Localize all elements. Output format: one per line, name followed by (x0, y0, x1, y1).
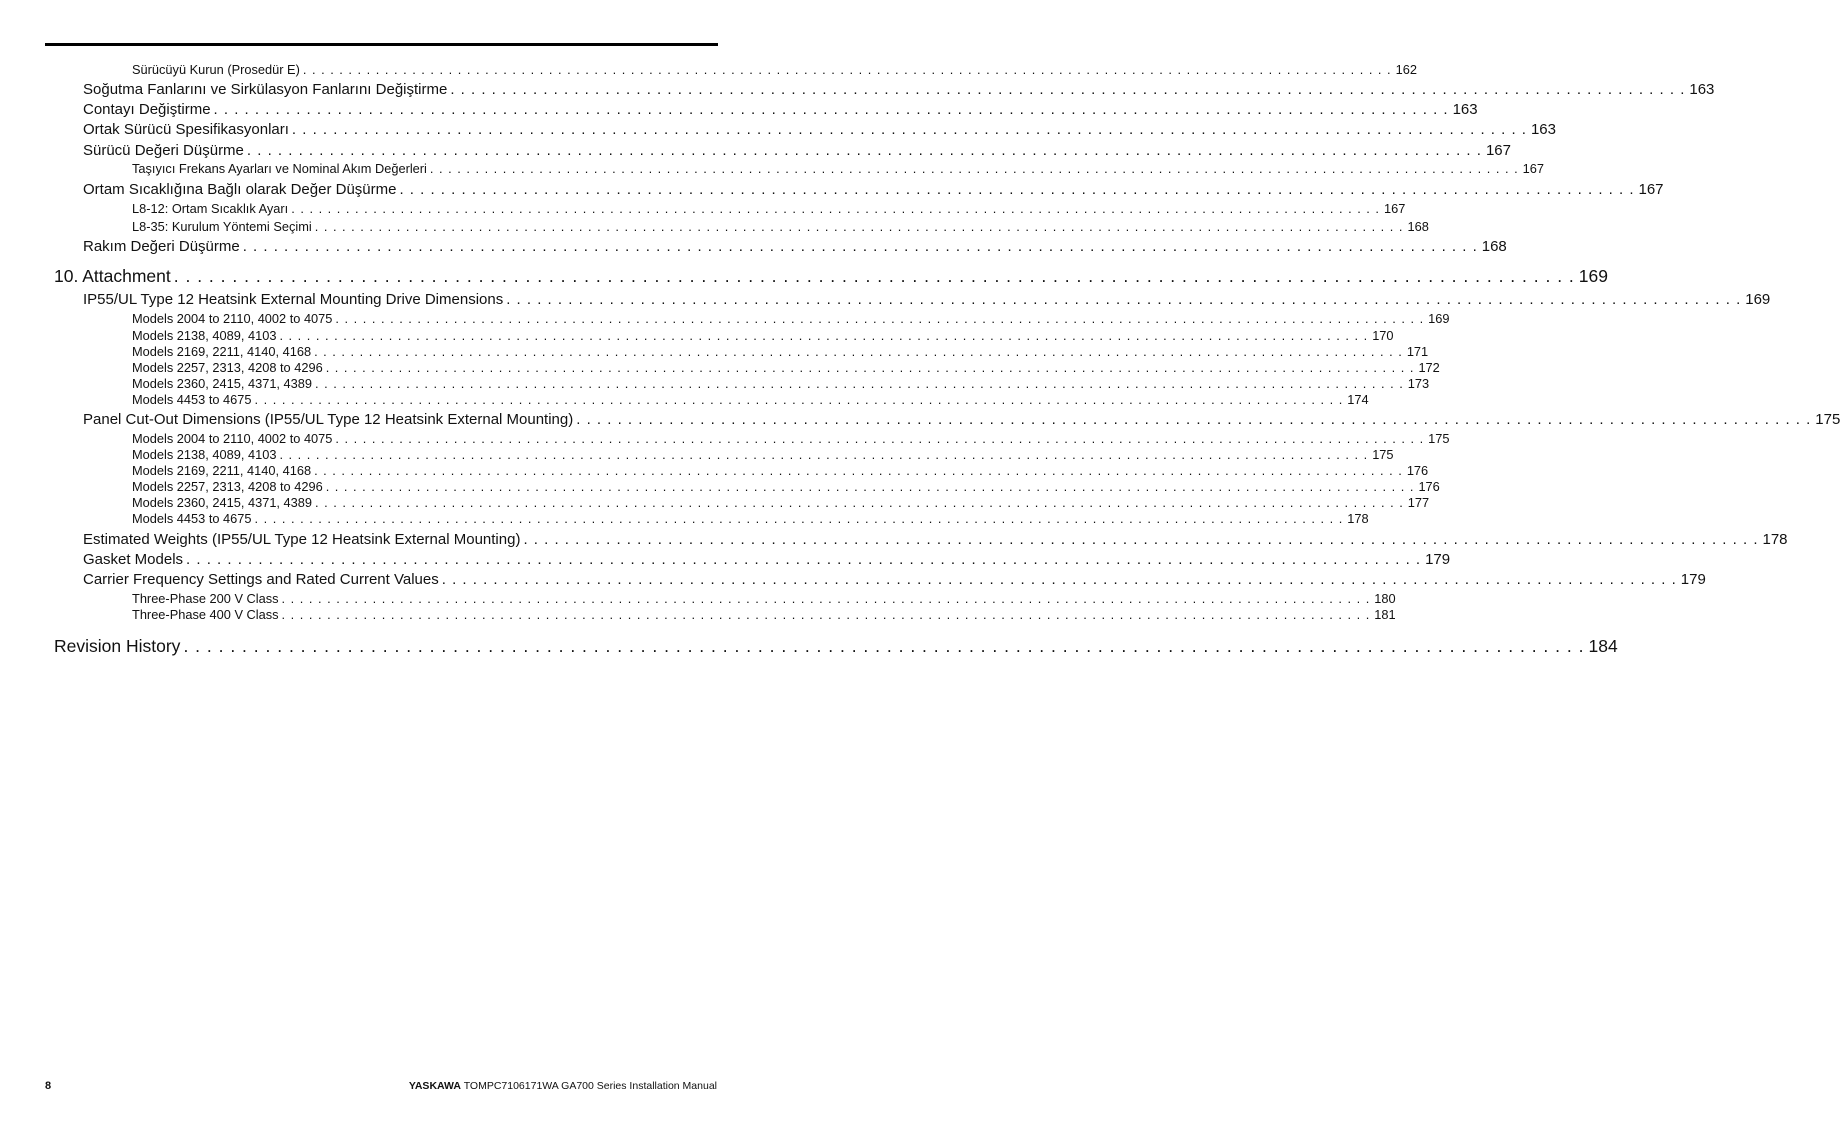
toc-entry-page: 163 (1530, 121, 1556, 138)
toc-entry[interactable] (83, 551, 1451, 568)
toc-entry-page: 162 (1395, 62, 1417, 77)
toc-entry-title: Carrier Frequency Settings and Rated Current Values (83, 571, 439, 588)
toc-leader-dots: . . . . . . . . . . . . . . . . . . . . . . . . . . . . . . . . . . . . . . . . . . . . . . . . . . . . . . . . . . . . . . . . . . . . . . . . . . . . . . . . . . . . . . . . . . . . . . . . . . . . . . . . . . . . . . . . . . . . . . . . (335, 431, 1425, 446)
toc-leader-dots: . . . . . . . . . . . . . . . . . . . . . . . . . . . . . . . . . . . . . . . . . . . . . . . . . . . . . . . . . . . . . . . . . . . . . . . . . . . . . . . . . . . . . . . . . . . . . . . . . . . . . . . . . . . . . . . . . . . . . . . . (314, 463, 1403, 478)
toc-entry-title: L8-35: Kurulum Yöntemi Seçimi (132, 219, 312, 234)
toc-leader-dots: . . . . . . . . . . . . . . . . . . . . . . . . . . . . . . . . . . . . . . . . . . . . . . . . . . . . . . . . . . . . . . . . . . . . . . . . . . . . . . . . . . . . . . . . . . . . . . . . . . . . . . . . . . . . . . . . . . . . . . . . (506, 291, 1742, 308)
toc-entry-title: Models 2004 to 2110, 4002 to 4075 (132, 311, 333, 326)
toc-entry[interactable] (83, 121, 1556, 138)
toc-entry-page: 169 (1578, 266, 1608, 286)
toc-entry-page: 175 (1815, 411, 1840, 428)
toc-entry[interactable] (54, 636, 1618, 657)
toc-entry-title: Estimated Weights (IP55/UL Type 12 Heatsink External Mounting) (83, 531, 521, 548)
toc-entry[interactable] (132, 447, 1394, 462)
toc-leader-dots: . . . . . . . . . . . . . . . . . . . . . . . . . . . . . . . . . . . . . . . . . . . . . . . . . . . . . . . . . . . . . . . . . . . . . . . . . . . . . . . . . . . . . . . . . . . . . . . . . . . . . . . . . . . . . . . . . . . . . . . . (279, 328, 1369, 343)
toc-leader-dots: . . . . . . . . . . . . . . . . . . . . . . . . . . . . . . . . . . . . . . . . . . . . . . . . . . . . . . . . . . . . . . . . . . . . . . . . . . . . . . . . . . . . . . . . . . . . . . . . . . . . . . . . . . . . . . . . . . . . . . . . (254, 392, 1344, 407)
toc-leader-dots: . . . . . . . . . . . . . . . . . . . . . . . . . . . . . . . . . . . . . . . . . . . . . . . . . . . . . . . . . . . . . . . . . . . . . . . . . . . . . . . . . . . . . . . . . . . . . . . . . . . . . . . . . . . . . . . . . . . . . . . . (314, 344, 1403, 359)
toc-entry[interactable] (132, 591, 1396, 606)
toc-entry-page: 168 (1481, 238, 1507, 255)
toc-entry[interactable] (132, 62, 1417, 77)
toc-entry-title: Models 2004 to 2110, 4002 to 4075 (132, 431, 333, 446)
toc-entry[interactable] (132, 360, 1440, 375)
toc-entry-page: 167 (1485, 142, 1511, 159)
toc-leader-dots: . . . . . . . . . . . . . . . . . . . . . . . . . . . . . . . . . . . . . . . . . . . . . . . . . . . . . . . . . . . . . . . . . . . . . . . . . . . . . . . . . . . . . . . . . . . . . . . . . . . . . . . . . . . . . . . . . . . . . . . . (576, 411, 1812, 428)
toc-entry[interactable] (132, 479, 1440, 494)
toc-entry-page: 174 (1347, 392, 1369, 407)
toc-entry-page: 173 (1407, 376, 1430, 391)
toc-entry-page: 171 (1406, 344, 1429, 359)
toc-entry-page: 167 (1383, 201, 1406, 216)
toc-entry-title: Ortak Sürücü Spesifikasyonları (83, 121, 289, 138)
toc-leader-dots: . . . . . . . . . . . . . . . . . . . . . . . . . . . . . . . . . . . . . . . . . . . . . . . . . . . . . . . . . . . . . . . . . . . . . . . . . . . . . . . . . . . . . . . . . . . . . . . . . . . . . . . . . . . . . . . . . . . . . . . . (246, 142, 1482, 159)
toc-entry-title: Models 2138, 4089, 4103 (132, 328, 277, 343)
toc-entry-title: Contayı Değiştirme (83, 101, 211, 118)
toc-entry-title: 10. Attachment (54, 266, 171, 286)
toc-leader-dots: . . . . . . . . . . . . . . . . . . . . . . . . . . . . . . . . . . . . . . . . . . . . . . . . . . . . . . . . . . . . . . . . . . . . . . . . . . . . . . . . . . . . . . . . . . . . . . . . . . . . . . . . . . . . . . . . . . . . . . . . (315, 495, 1404, 510)
toc-entry-page: 172 (1418, 360, 1440, 375)
header-rule (45, 43, 718, 46)
toc-leader-dots: . . . . . . . . . . . . . . . . . . . . . . . . . . . . . . . . . . . . . . . . . . . . . . . . . . . . . . . . . . . . . . . . . . . . . . . . . . . . . . . . . . . . . . . . . . . . . . . . . . . . . . . . . . . . . . . . . . . . . . . . (302, 62, 1392, 77)
toc-entry-page: 167 (1522, 161, 1545, 176)
toc-leader-dots: . . . . . . . . . . . . . . . . . . . . . . . . . . . . . . . . . . . . . . . . . . . . . . . . . . . . . . . . . . . . . . . . . . . . . . . . . . . . . . . . . . . . . . . . . . . . . . . . . . . . . . . . . . . . . . . . . . . . . . . . (335, 311, 1425, 326)
toc-entry-title: Models 2360, 2415, 4371, 4389 (132, 376, 313, 391)
toc-leader-dots: . . . . . . . . . . . . . . . . . . . . . . . . . . . . . . . . . . . . . . . . . . . . . . . . . . . . . . . . . . . . . . . . . . . . . . . . . . . . . . . . . . . . . . . . . . . . . . . . . . . . . . . . . . . . . . . . . . . . . . . . (186, 551, 1422, 568)
toc-leader-dots: . . . . . . . . . . . . . . . . . . . . . . . . . . . . . . . . . . . . . . . . . . . . . . . . . . . . . . . . . . . . . . . . . . . . . . . . . . . . . . . . . . . . . . . . . . . . . . . . . . . . . . . . . . . . . . . . . . . . . . . . (291, 121, 1527, 138)
toc-entry-title: Models 4453 to 4675 (132, 392, 252, 407)
toc-leader-dots: . . . . . . . . . . . . . . . . . . . . . . . . . . . . . . . . . . . . . . . . . . . . . . . . . . . . . . . . . . . . . . . . . . . . . . . . . . . . . . . . . . . . . . . . . . . . . . . . . . . . . . . . . . . . . . . . . . . . . . . . (315, 376, 1404, 391)
toc-entry-title: Models 2169, 2211, 4140, 4168 (132, 344, 312, 359)
toc-entry[interactable] (132, 219, 1429, 234)
toc-entry-page: 169 (1745, 291, 1771, 308)
toc-entry-page: 170 (1372, 328, 1394, 343)
toc-entry[interactable] (83, 531, 1788, 548)
toc-entry[interactable] (132, 376, 1430, 391)
toc-entry-title: Models 2138, 4089, 4103 (132, 447, 277, 462)
toc-leader-dots: . . . . . . . . . . . . . . . . . . . . . . . . . . . . . . . . . . . . . . . . . . . . . . . . . . . . . . . . . . . . . . . . . . . . . . . . . . . . . . . . . . . . . . . . . . . . . . . . . . . . . . . . . . . . . . . . . . . . . . . . (173, 266, 1575, 286)
toc-entry-page: 179 (1680, 571, 1706, 588)
footer-manual-title (409, 1080, 717, 1092)
toc-entry-page: 181 (1374, 607, 1396, 622)
toc-entry-title: Three-Phase 400 V Class (132, 607, 279, 622)
toc-entry[interactable] (132, 328, 1394, 343)
toc-entry-page: 175 (1372, 447, 1394, 462)
toc-entry-title: Soğutma Fanlarını ve Sirkülasyon Fanlarını Değiştirme (83, 81, 448, 98)
toc-entry-page: 167 (1638, 181, 1664, 198)
toc-leader-dots: . . . . . . . . . . . . . . . . . . . . . . . . . . . . . . . . . . . . . . . . . . . . . . . . . . . . . . . . . . . . . . . . . . . . . . . . . . . . . . . . . . . . . . . . . . . . . . . . . . . . . . . . . . . . . . . . . . . . . . . . (281, 591, 1371, 606)
toc-entry[interactable] (83, 101, 1478, 118)
toc-entry-title: Gasket Models (83, 551, 184, 568)
toc-entry-title: Sürücü Değeri Düşürme (83, 142, 244, 159)
toc-entry[interactable] (132, 463, 1429, 478)
toc-entry-page: 178 (1762, 531, 1788, 548)
toc-entry-title: Models 2169, 2211, 4140, 4168 (132, 463, 312, 478)
toc-entry-page: 169 (1428, 311, 1450, 326)
toc-entry-page: 178 (1347, 511, 1369, 526)
toc-entry-title: Rakım Değeri Düşürme (83, 238, 240, 255)
toc-entry-page: 179 (1425, 551, 1451, 568)
toc-leader-dots: . . . . . . . . . . . . . . . . . . . . . . . . . . . . . . . . . . . . . . . . . . . . . . . . . . . . . . . . . . . . . . . . . . . . . . . . . . . . . . . . . . . . . . . . . . . . . . . . . . . . . . . . . . . . . . . . . . . . . . . . (523, 531, 1759, 548)
toc-entry[interactable] (132, 511, 1369, 526)
toc-entry[interactable] (83, 238, 1507, 255)
toc-entry[interactable] (83, 411, 1840, 428)
toc-leader-dots: . . . . . . . . . . . . . . . . . . . . . . . . . . . . . . . . . . . . . . . . . . . . . . . . . . . . . . . . . . . . . . . . . . . . . . . . . . . . . . . . . . . . . . . . . . . . . . . . . . . . . . . . . . . . . . . . . . . . . . . . (399, 181, 1635, 198)
toc-entry[interactable] (132, 431, 1450, 446)
toc-entry-page: 163 (1689, 81, 1715, 98)
toc-entry-title: Models 2257, 2313, 4208 to 4296 (132, 479, 323, 494)
toc-entry[interactable] (83, 181, 1664, 198)
toc-leader-dots: . . . . . . . . . . . . . . . . . . . . . . . . . . . . . . . . . . . . . . . . . . . . . . . . . . . . . . . . . . . . . . . . . . . . . . . . . . . . . . . . . . . . . . . . . . . . . . . . . . . . . . . . . . . . . . . . . . . . . . . . (254, 511, 1344, 526)
toc-entry-title: Taşıyıcı Frekans Ayarları ve Nominal Akım Değerleri (132, 161, 427, 176)
toc-entry[interactable] (132, 495, 1430, 510)
toc-entry[interactable] (83, 142, 1511, 159)
toc-entry-title: Models 2360, 2415, 4371, 4389 (132, 495, 313, 510)
toc-entry-page: 176 (1418, 479, 1440, 494)
toc-entry-page: 168 (1407, 219, 1429, 234)
toc-entry-page: 163 (1452, 101, 1478, 118)
toc-entry-title: Revision History (54, 636, 181, 656)
toc-entry[interactable] (83, 291, 1771, 308)
toc-entry-title: Three-Phase 200 V Class (132, 591, 279, 606)
toc-entry-title: IP55/UL Type 12 Heatsink External Mounting Drive Dimensions (83, 291, 504, 308)
toc-leader-dots: . . . . . . . . . . . . . . . . . . . . . . . . . . . . . . . . . . . . . . . . . . . . . . . . . . . . . . . . . . . . . . . . . . . . . . . . . . . . . . . . . . . . . . . . . . . . . . . . . . . . . . . . . . . . . . . . . . . . . . . . (281, 607, 1371, 622)
toc-entry[interactable] (132, 607, 1396, 622)
toc-entry-page: 180 (1374, 591, 1396, 606)
toc-leader-dots: . . . . . . . . . . . . . . . . . . . . . . . . . . . . . . . . . . . . . . . . . . . . . . . . . . . . . . . . . . . . . . . . . . . . . . . . . . . . . . . . . . . . . . . . . . . . . . . . . . . . . . . . . . . . . . . . . . . . . . . . (441, 571, 1677, 588)
footer-brand: YASKAWA (408, 1080, 461, 1092)
page-number: 8 (45, 1080, 52, 1092)
toc-entry-title: L8-12: Ortam Sıcaklık Ayarı (132, 201, 289, 216)
toc-leader-dots: . . . . . . . . . . . . . . . . . . . . . . . . . . . . . . . . . . . . . . . . . . . . . . . . . . . . . . . . . . . . . . . . . . . . . . . . . . . . . . . . . . . . . . . . . . . . . . . . . . . . . . . . . . . . . . . . . . . . . . . . (325, 479, 1415, 494)
toc-entry[interactable] (132, 161, 1545, 176)
footer-manual-name: TOMPC7106171WA GA700 Series Installation Manual (463, 1080, 717, 1092)
toc-entry-title: Panel Cut-Out Dimensions (IP55/UL Type 12 Heatsink External Mounting) (83, 411, 574, 428)
toc-entry-page: 177 (1407, 495, 1430, 510)
toc-entry[interactable] (132, 392, 1369, 407)
toc-leader-dots: . . . . . . . . . . . . . . . . . . . . . . . . . . . . . . . . . . . . . . . . . . . . . . . . . . . . . . . . . . . . . . . . . . . . . . . . . . . . . . . . . . . . . . . . . . . . . . . . . . . . . . . . . . . . . . . . . . . . . . . . (183, 636, 1585, 656)
toc-leader-dots: . . . . . . . . . . . . . . . . . . . . . . . . . . . . . . . . . . . . . . . . . . . . . . . . . . . . . . . . . . . . . . . . . . . . . . . . . . . . . . . . . . . . . . . . . . . . . . . . . . . . . . . . . . . . . . . . . . . . . . . . (429, 161, 1519, 176)
toc-entry[interactable] (132, 344, 1429, 359)
toc-entry-page: 176 (1406, 463, 1429, 478)
toc-leader-dots: . . . . . . . . . . . . . . . . . . . . . . . . . . . . . . . . . . . . . . . . . . . . . . . . . . . . . . . . . . . . . . . . . . . . . . . . . . . . . . . . . . . . . . . . . . . . . . . . . . . . . . . . . . . . . . . . . . . . . . . . (314, 219, 1404, 234)
toc-leader-dots: . . . . . . . . . . . . . . . . . . . . . . . . . . . . . . . . . . . . . . . . . . . . . . . . . . . . . . . . . . . . . . . . . . . . . . . . . . . . . . . . . . . . . . . . . . . . . . . . . . . . . . . . . . . . . . . . . . . . . . . . (242, 238, 1478, 255)
toc-entry[interactable] (83, 571, 1706, 588)
toc-leader-dots: . . . . . . . . . . . . . . . . . . . . . . . . . . . . . . . . . . . . . . . . . . . . . . . . . . . . . . . . . . . . . . . . . . . . . . . . . . . . . . . . . . . . . . . . . . . . . . . . . . . . . . . . . . . . . . . . . . . . . . . . (450, 81, 1686, 98)
toc-leader-dots: . . . . . . . . . . . . . . . . . . . . . . . . . . . . . . . . . . . . . . . . . . . . . . . . . . . . . . . . . . . . . . . . . . . . . . . . . . . . . . . . . . . . . . . . . . . . . . . . . . . . . . . . . . . . . . . . . . . . . . . . (291, 201, 1380, 216)
toc-leader-dots: . . . . . . . . . . . . . . . . . . . . . . . . . . . . . . . . . . . . . . . . . . . . . . . . . . . . . . . . . . . . . . . . . . . . . . . . . . . . . . . . . . . . . . . . . . . . . . . . . . . . . . . . . . . . . . . . . . . . . . . . (279, 447, 1369, 462)
toc-entry-title: Models 4453 to 4675 (132, 511, 252, 526)
toc-entry[interactable] (83, 81, 1715, 98)
toc-leader-dots: . . . . . . . . . . . . . . . . . . . . . . . . . . . . . . . . . . . . . . . . . . . . . . . . . . . . . . . . . . . . . . . . . . . . . . . . . . . . . . . . . . . . . . . . . . . . . . . . . . . . . . . . . . . . . . . . . . . . . . . . (325, 360, 1415, 375)
toc-entry-page: 184 (1588, 636, 1618, 656)
toc-leader-dots: . . . . . . . . . . . . . . . . . . . . . . . . . . . . . . . . . . . . . . . . . . . . . . . . . . . . . . . . . . . . . . . . . . . . . . . . . . . . . . . . . . . . . . . . . . . . . . . . . . . . . . . . . . . . . . . . . . . . . . . . (213, 101, 1449, 118)
toc-entry-title: Models 2257, 2313, 4208 to 4296 (132, 360, 323, 375)
toc-entry[interactable] (132, 201, 1406, 216)
toc-entry[interactable] (54, 266, 1608, 287)
toc-entry-title: Sürücüyü Kurun (Prosedür E) (132, 62, 300, 77)
toc-entry[interactable] (132, 311, 1450, 326)
toc-entry-page: 175 (1428, 431, 1450, 446)
toc-entry-title: Ortam Sıcaklığına Bağlı olarak Değer Düşürme (83, 181, 397, 198)
